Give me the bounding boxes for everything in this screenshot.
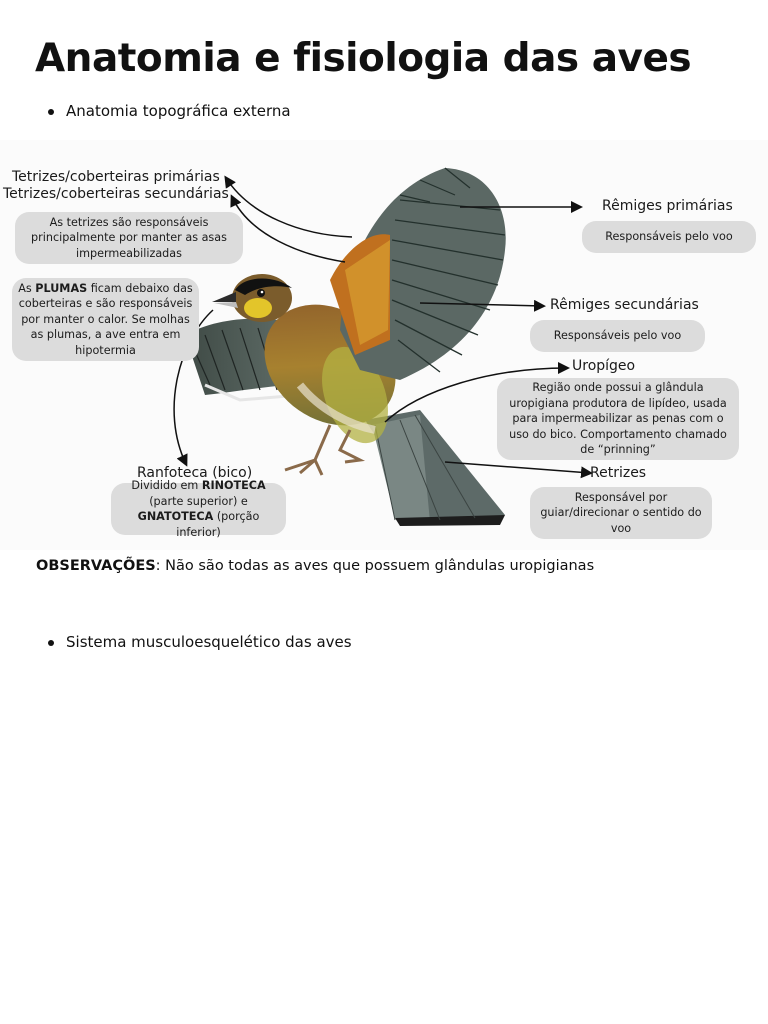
bubble-remiges-primarias: Responsáveis pelo voo bbox=[582, 221, 756, 253]
bird-legs bbox=[285, 425, 360, 475]
bubble-remiges-secundarias: Responsáveis pelo voo bbox=[530, 320, 705, 352]
label-uropigeo: Uropígeo bbox=[572, 358, 636, 374]
bullet-dot bbox=[48, 109, 54, 115]
label-remiges-secundarias: Rêmiges secundárias bbox=[550, 297, 699, 313]
bullet-dot bbox=[48, 640, 54, 646]
bullet-item bbox=[48, 633, 352, 651]
right-wing bbox=[330, 168, 506, 380]
bubble-retrizes: Responsável por guiar/direcionar o sentido do voo bbox=[530, 487, 712, 539]
observacoes-text: : Não são todas as aves que possuem glândulas uropigianas bbox=[155, 558, 595, 574]
bird-head bbox=[212, 274, 292, 322]
bubble-uropigeo: Região onde possui a glândula uropigiana produtora de lipídeo, usada para impermeabilizar as penas com o uso do bico. Comportamento chamado de “prinning” bbox=[497, 378, 739, 460]
bubble-ranfoteca: Dividido em RINOTECA (parte superior) e GNATOTECA (porção inferior) bbox=[111, 483, 286, 535]
bubble-tetrizes: As tetrizes são responsáveis principalmente por manter as asas impermeabilizadas bbox=[15, 212, 243, 264]
bullet-item bbox=[48, 102, 291, 120]
page-title: Anatomia e fisiologia das aves bbox=[35, 36, 692, 81]
observacoes-label: OBSERVAÇÕES bbox=[36, 558, 156, 574]
tail-feathers bbox=[365, 410, 505, 526]
bullet-text: Anatomia topográfica externa bbox=[66, 102, 291, 120]
bubble-plumas: As PLUMAS ficam debaixo das coberteiras e são responsáveis por manter o calor. Se molhas as plumas, a ave entra em hipotermia bbox=[12, 278, 199, 361]
bullet-text: Sistema musculoesquelético das aves bbox=[66, 633, 352, 651]
observacoes-note bbox=[36, 558, 594, 574]
label-retrizes: Retrizes bbox=[590, 465, 647, 481]
label-ranfoteca: Ranfoteca (bico) bbox=[137, 465, 253, 481]
bird-anatomy-figure bbox=[0, 140, 768, 550]
label-tetrizes-primarias: Tetrizes/coberteiras primárias bbox=[12, 169, 220, 185]
label-tetrizes-secundarias: Tetrizes/coberteiras secundárias bbox=[3, 186, 229, 202]
label-remiges-primarias: Rêmiges primárias bbox=[602, 198, 733, 214]
